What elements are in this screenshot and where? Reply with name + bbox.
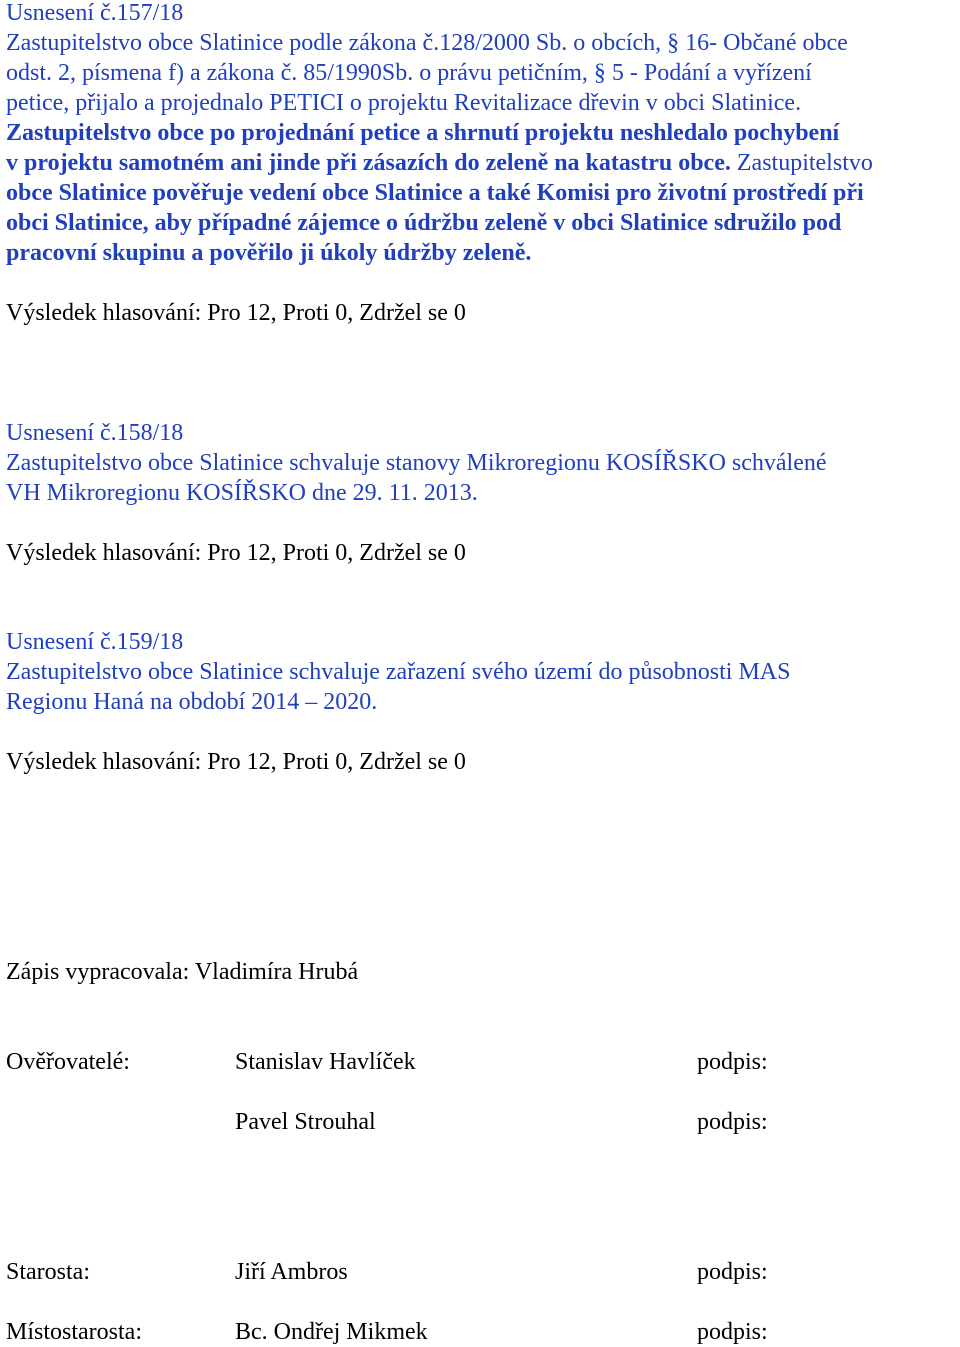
verifier-2-name: Pavel Strouhal [235, 1109, 376, 1135]
resolution-159-heading: Usnesení č.159/18 [6, 629, 184, 655]
resolution-158-line-1: Zastupitelstvo obce Slatinice schvaluje stanovy Mikroregionu KOSÍŘSKO schválené [6, 450, 827, 476]
mayor-signature-label: podpis: [697, 1259, 768, 1285]
resolution-157-line-2: odst. 2, písmena f) a zákona č. 85/1990Sb. o právu petičním, § 5 - Podání a vyřízení [6, 60, 812, 86]
deputy-signature-label: podpis: [697, 1319, 768, 1345]
resolution-158-vote: Výsledek hlasování: Pro 12, Proti 0, Zdržel se 0 [6, 540, 466, 566]
resolution-157-line-1: Zastupitelstvo obce Slatinice podle zákona č.128/2000 Sb. o obcích, § 16- Občané obce [6, 30, 848, 56]
mayor-name: Jiří Ambros [235, 1259, 348, 1285]
resolution-157-bold-line-4: obci Slatinice, aby případné zájemce o údržbu zeleně v obci Slatinice sdružilo pod [6, 210, 842, 236]
resolution-159-line-1: Zastupitelstvo obce Slatinice schvaluje zařazení svého území do působnosti MAS [6, 659, 791, 685]
resolution-158-heading: Usnesení č.158/18 [6, 420, 184, 446]
resolution-157-bold-line-2: v projektu samotném ani jinde při zásazích do zeleně na katastru obce. [6, 150, 731, 176]
verifiers-label: Ověřovatelé: [6, 1049, 130, 1075]
resolution-157-inline-tail: Zastupitelstvo [736, 150, 873, 176]
verifier-2-signature-label: podpis: [697, 1109, 768, 1135]
prepared-by: Zápis vypracovala: Vladimíra Hrubá [6, 959, 359, 985]
resolution-158-line-2: VH Mikroregionu KOSÍŘSKO dne 29. 11. 2013. [6, 480, 478, 506]
deputy-name: Bc. Ondřej Mikmek [235, 1319, 428, 1345]
mayor-label: Starosta: [6, 1259, 90, 1285]
resolution-157-bold-line-2-row [6, 148, 873, 178]
resolution-157-heading: Usnesení č.157/18 [6, 0, 184, 26]
resolution-159-line-2: Regionu Haná na období 2014 – 2020. [6, 689, 378, 715]
resolution-157-vote: Výsledek hlasování: Pro 12, Proti 0, Zdržel se 0 [6, 300, 466, 326]
resolution-159-vote: Výsledek hlasování: Pro 12, Proti 0, Zdržel se 0 [6, 749, 466, 775]
verifier-1-name: Stanislav Havlíček [235, 1049, 416, 1075]
resolution-157-bold-line-3: obce Slatinice pověřuje vedení obce Slatinice a také Komisi pro životní prostředí při [6, 180, 864, 206]
deputy-label: Místostarosta: [6, 1319, 142, 1345]
resolution-157-line-3: petice, přijalo a projednalo PETICI o projektu Revitalizace dřevin v obci Slatinice. [6, 90, 802, 116]
verifier-1-signature-label: podpis: [697, 1049, 768, 1075]
resolution-157-bold-line-1: Zastupitelstvo obce po projednání petice a shrnutí projektu neshledalo pochybení [6, 120, 840, 146]
resolution-157-bold-line-5: pracovní skupinu a pověřilo ji úkoly údržby zeleně. [6, 240, 532, 266]
